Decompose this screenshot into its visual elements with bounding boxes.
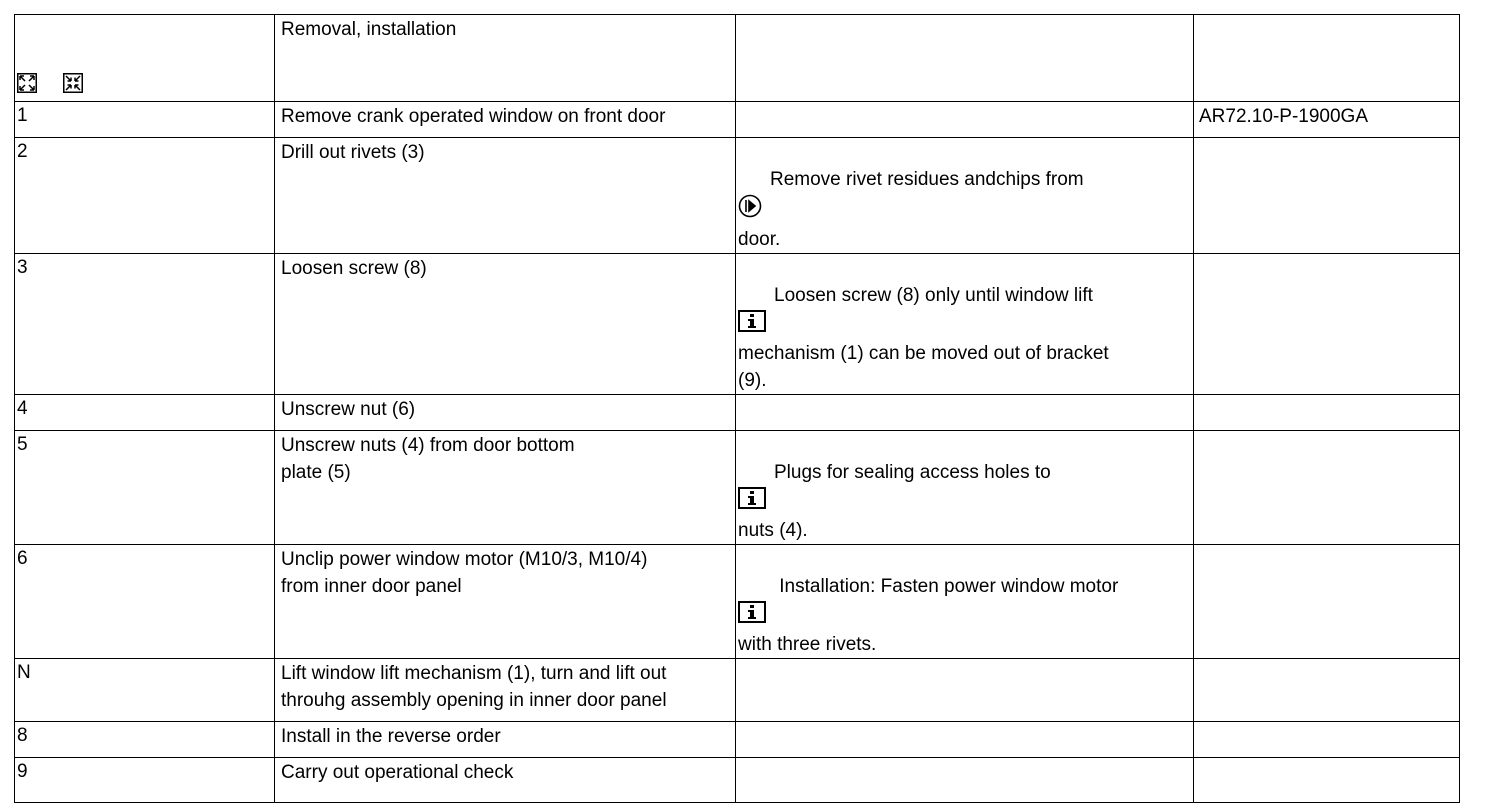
table-row xyxy=(15,395,1460,431)
info-icon xyxy=(738,574,766,631)
step-reference-link[interactable]: AR72.10-P-1900GA xyxy=(1194,102,1460,138)
step-note xyxy=(736,102,1194,138)
table-row xyxy=(15,758,1460,803)
step-reference xyxy=(1194,758,1460,803)
expand-arrows-icon[interactable] xyxy=(17,46,37,101)
step-number: 6 xyxy=(15,545,275,659)
step-note-cell xyxy=(736,431,1194,545)
table-row xyxy=(15,545,1460,659)
step-number: 1 xyxy=(15,102,275,138)
step-number: 2 xyxy=(15,138,275,254)
collapse-arrows-icon[interactable] xyxy=(63,46,83,101)
table-header-row xyxy=(15,15,1460,102)
step-reference xyxy=(1194,138,1460,254)
step-note: Installation: Fasten power window motor with three rivets. xyxy=(738,576,1119,655)
step-action: Install in the reverse order xyxy=(275,722,736,758)
step-number: 9 xyxy=(15,758,275,803)
step-action: Remove crank operated window on front door xyxy=(275,102,736,138)
step-note-cell xyxy=(736,254,1194,395)
table-row xyxy=(15,722,1460,758)
info-icon xyxy=(738,283,766,340)
table-row xyxy=(15,254,1460,395)
step-action: Unscrew nut (6) xyxy=(275,395,736,431)
header-action-cell: Removal, installation xyxy=(275,15,736,102)
step-note: Loosen screw (8) only until window lift mechanism (1) can be moved out of bracket (9). xyxy=(738,285,1109,391)
step-reference xyxy=(1194,254,1460,395)
step-note xyxy=(736,395,1194,431)
step-note-cell xyxy=(736,138,1194,254)
step-action: Unclip power window motor (M10/3, M10/4) from inner door panel xyxy=(275,545,736,659)
step-number: N xyxy=(15,659,275,722)
step-number: 8 xyxy=(15,722,275,758)
step-action: Lift window lift mechanism (1), turn and lift out throuhg assembly opening in inner door panel xyxy=(275,659,736,722)
procedure-table xyxy=(14,14,1460,803)
info-icon xyxy=(738,460,766,517)
step-reference xyxy=(1194,545,1460,659)
step-note xyxy=(736,722,1194,758)
step-number: 3 xyxy=(15,254,275,395)
step-note xyxy=(736,758,1194,803)
step-note xyxy=(736,659,1194,722)
step-action: Loosen screw (8) xyxy=(275,254,736,395)
table-row xyxy=(15,659,1460,722)
step-reference xyxy=(1194,722,1460,758)
step-note: Plugs for sealing access holes to nuts (4). xyxy=(738,462,1051,541)
table-row xyxy=(15,431,1460,545)
step-number: 4 xyxy=(15,395,275,431)
step-reference xyxy=(1194,395,1460,431)
table-row xyxy=(15,138,1460,254)
tip-arrow-icon xyxy=(738,167,762,226)
header-icons-cell xyxy=(15,15,275,102)
step-note: Remove rivet residues andchips from door. xyxy=(738,169,1084,250)
step-number: 5 xyxy=(15,431,275,545)
header-reference-cell xyxy=(1194,15,1460,102)
header-note-cell xyxy=(736,15,1194,102)
step-reference xyxy=(1194,431,1460,545)
step-note-cell xyxy=(736,545,1194,659)
step-action: Unscrew nuts (4) from door bottom plate (5) xyxy=(275,431,736,545)
table-row xyxy=(15,102,1460,138)
step-reference xyxy=(1194,659,1460,722)
step-action: Drill out rivets (3) xyxy=(275,138,736,254)
step-action: Carry out operational check xyxy=(275,758,736,803)
